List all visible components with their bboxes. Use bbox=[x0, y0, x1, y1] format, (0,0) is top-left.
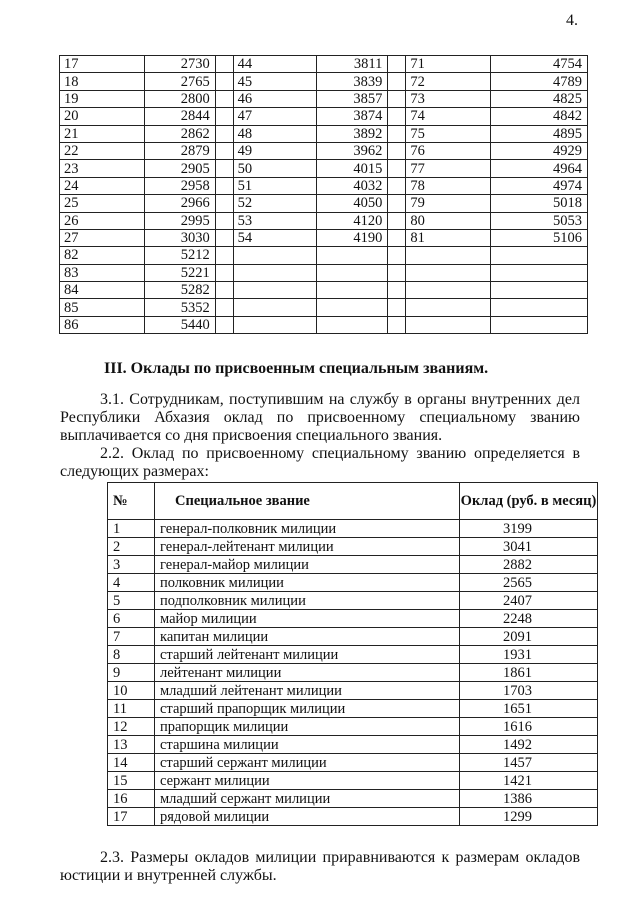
grade-row bbox=[60, 160, 588, 177]
salary-grade-table bbox=[59, 55, 588, 334]
rank-name-cell: генерал-майор милиции bbox=[155, 556, 460, 574]
rank-number-cell: 17 bbox=[108, 808, 155, 826]
grade-row bbox=[60, 299, 588, 316]
rank-row bbox=[108, 574, 598, 592]
rank-row bbox=[108, 538, 598, 556]
grade-number-cell: 54 bbox=[233, 229, 317, 246]
grade-salary-cell: 4929 bbox=[491, 142, 588, 159]
grade-salary-cell: 5440 bbox=[144, 316, 215, 333]
page-number: 4. bbox=[566, 12, 578, 29]
rank-row bbox=[108, 790, 598, 808]
spacer-cell bbox=[215, 73, 233, 90]
rank-number-cell: 2 bbox=[108, 538, 155, 556]
rank-number-cell: 13 bbox=[108, 736, 155, 754]
rank-number-cell: 9 bbox=[108, 664, 155, 682]
grade-number-cell: 45 bbox=[233, 73, 317, 90]
grade-number-cell: 24 bbox=[60, 177, 145, 194]
rank-salary-cell: 1299 bbox=[460, 808, 598, 826]
grade-salary-cell: 3962 bbox=[317, 142, 388, 159]
grade-number-cell: 44 bbox=[233, 56, 317, 73]
grade-number-cell: 80 bbox=[406, 212, 491, 229]
rank-salary-cell: 2091 bbox=[460, 628, 598, 646]
rank-number-cell: 15 bbox=[108, 772, 155, 790]
grade-salary-cell: 4842 bbox=[491, 108, 588, 125]
grade-salary-cell: 4120 bbox=[317, 212, 388, 229]
spacer-cell bbox=[215, 108, 233, 125]
rank-salary-cell: 1861 bbox=[460, 664, 598, 682]
grade-number-cell: 82 bbox=[60, 247, 145, 264]
spacer-cell bbox=[388, 56, 406, 73]
grade-row bbox=[60, 177, 588, 194]
spacer-cell bbox=[215, 212, 233, 229]
grade-number-cell: 23 bbox=[60, 160, 145, 177]
grade-salary-cell bbox=[317, 247, 388, 264]
grade-number-cell: 50 bbox=[233, 160, 317, 177]
rank-name-cell: старший лейтенант милиции bbox=[155, 646, 460, 664]
spacer-cell bbox=[388, 212, 406, 229]
grade-row bbox=[60, 264, 588, 281]
rank-row bbox=[108, 700, 598, 718]
grade-salary-cell: 2765 bbox=[144, 73, 215, 90]
rank-row bbox=[108, 556, 598, 574]
grade-row bbox=[60, 108, 588, 125]
rank-name-cell: капитан милиции bbox=[155, 628, 460, 646]
grade-number-cell bbox=[406, 299, 491, 316]
grade-number-cell: 76 bbox=[406, 142, 491, 159]
rank-row bbox=[108, 682, 598, 700]
grade-number-cell: 48 bbox=[233, 125, 317, 142]
grade-number-cell: 18 bbox=[60, 73, 145, 90]
rank-number-cell: 10 bbox=[108, 682, 155, 700]
grade-number-cell: 46 bbox=[233, 90, 317, 107]
grade-number-cell bbox=[233, 282, 317, 299]
spacer-cell bbox=[215, 56, 233, 73]
grade-number-cell: 17 bbox=[60, 56, 145, 73]
spacer-cell bbox=[388, 142, 406, 159]
grade-number-cell bbox=[233, 247, 317, 264]
spacer-cell bbox=[215, 282, 233, 299]
grade-number-cell: 72 bbox=[406, 73, 491, 90]
grade-salary-cell: 3811 bbox=[317, 56, 388, 73]
rank-name-cell: старшина милиции bbox=[155, 736, 460, 754]
grade-number-cell: 51 bbox=[233, 177, 317, 194]
spacer-cell bbox=[215, 247, 233, 264]
grade-salary-cell: 4754 bbox=[491, 56, 588, 73]
grade-salary-cell: 4895 bbox=[491, 125, 588, 142]
rank-number-cell: 4 bbox=[108, 574, 155, 592]
spacer-cell bbox=[215, 177, 233, 194]
grade-salary-cell: 5053 bbox=[491, 212, 588, 229]
rank-name-cell: генерал-полковник милиции bbox=[155, 520, 460, 538]
grade-number-cell: 49 bbox=[233, 142, 317, 159]
grade-salary-cell: 3857 bbox=[317, 90, 388, 107]
spacer-cell bbox=[388, 282, 406, 299]
spacer-cell bbox=[388, 108, 406, 125]
rank-number-cell: 16 bbox=[108, 790, 155, 808]
grade-number-cell: 22 bbox=[60, 142, 145, 159]
spacer-cell bbox=[215, 125, 233, 142]
grade-number-cell: 47 bbox=[233, 108, 317, 125]
grade-salary-cell: 2995 bbox=[144, 212, 215, 229]
paragraph-3-1: 3.1. Сотрудникам, поступившим на службу в органы внутренних дел Республики Абхазия оклад по присвоенному специальному званию выплачивается со дня присвоения специального звания. bbox=[60, 391, 580, 444]
paragraph-2-3: 2.3. Размеры окладов милиции приравниваются к размерам окладов юстиции и внутренней службы. bbox=[60, 849, 580, 884]
rank-salary-cell: 3199 bbox=[460, 520, 598, 538]
spacer-cell bbox=[388, 73, 406, 90]
grade-number-cell: 75 bbox=[406, 125, 491, 142]
rank-salary-cell: 1421 bbox=[460, 772, 598, 790]
rank-salary-table bbox=[107, 482, 598, 826]
grade-number-cell bbox=[406, 282, 491, 299]
grade-number-cell bbox=[233, 316, 317, 333]
grade-number-cell: 19 bbox=[60, 90, 145, 107]
spacer-cell bbox=[215, 160, 233, 177]
grade-salary-cell: 4032 bbox=[317, 177, 388, 194]
rank-salary-cell: 1651 bbox=[460, 700, 598, 718]
grade-row bbox=[60, 142, 588, 159]
rank-salary-cell: 1616 bbox=[460, 718, 598, 736]
rank-name-cell: подполковник милиции bbox=[155, 592, 460, 610]
grade-salary-cell: 4825 bbox=[491, 90, 588, 107]
spacer-cell bbox=[388, 229, 406, 246]
grade-salary-cell: 4050 bbox=[317, 195, 388, 212]
rank-number-cell: 3 bbox=[108, 556, 155, 574]
grade-salary-cell bbox=[491, 299, 588, 316]
spacer-cell bbox=[388, 160, 406, 177]
grade-row bbox=[60, 212, 588, 229]
spacer-cell bbox=[388, 247, 406, 264]
grade-salary-cell bbox=[317, 316, 388, 333]
grade-number-cell bbox=[406, 264, 491, 281]
spacer-cell bbox=[215, 195, 233, 212]
rank-salary-cell: 2407 bbox=[460, 592, 598, 610]
grade-number-cell bbox=[233, 264, 317, 281]
spacer-cell bbox=[388, 177, 406, 194]
rank-row bbox=[108, 772, 598, 790]
rank-salary-cell: 1457 bbox=[460, 754, 598, 772]
rank-number-cell: 5 bbox=[108, 592, 155, 610]
grade-salary-cell: 5221 bbox=[144, 264, 215, 281]
grade-salary-cell: 2905 bbox=[144, 160, 215, 177]
grade-salary-cell: 3839 bbox=[317, 73, 388, 90]
rank-salary-cell: 2882 bbox=[460, 556, 598, 574]
rank-salary-cell: 1931 bbox=[460, 646, 598, 664]
grade-row bbox=[60, 90, 588, 107]
spacer-cell bbox=[215, 316, 233, 333]
rank-name-cell: старший сержант милиции bbox=[155, 754, 460, 772]
grade-salary-cell: 3874 bbox=[317, 108, 388, 125]
grade-salary-cell bbox=[317, 264, 388, 281]
grade-number-cell: 86 bbox=[60, 316, 145, 333]
rank-name-cell: старший прапорщик милиции bbox=[155, 700, 460, 718]
grade-number-cell: 52 bbox=[233, 195, 317, 212]
spacer-cell bbox=[388, 299, 406, 316]
grade-salary-cell bbox=[491, 316, 588, 333]
paragraph-2-2: 2.2. Оклад по присвоенному специальному званию определяется в следующих размерах: bbox=[60, 445, 580, 480]
grade-number-cell: 27 bbox=[60, 229, 145, 246]
spacer-cell bbox=[215, 229, 233, 246]
rank-row bbox=[108, 520, 598, 538]
spacer-cell bbox=[215, 90, 233, 107]
header-number: № bbox=[108, 483, 155, 520]
grade-salary-cell: 4190 bbox=[317, 229, 388, 246]
grade-number-cell: 83 bbox=[60, 264, 145, 281]
spacer-cell bbox=[215, 299, 233, 316]
rank-number-cell: 6 bbox=[108, 610, 155, 628]
rank-salary-cell: 1703 bbox=[460, 682, 598, 700]
grade-salary-cell bbox=[491, 247, 588, 264]
grade-number-cell: 78 bbox=[406, 177, 491, 194]
grade-row bbox=[60, 316, 588, 333]
spacer-cell bbox=[215, 264, 233, 281]
grade-salary-cell: 3892 bbox=[317, 125, 388, 142]
rank-row bbox=[108, 628, 598, 646]
grade-row bbox=[60, 195, 588, 212]
grade-salary-cell: 2879 bbox=[144, 142, 215, 159]
rank-salary-cell: 3041 bbox=[460, 538, 598, 556]
rank-salary-cell: 2565 bbox=[460, 574, 598, 592]
grade-number-cell: 79 bbox=[406, 195, 491, 212]
grade-number-cell: 71 bbox=[406, 56, 491, 73]
grade-number-cell: 26 bbox=[60, 212, 145, 229]
grade-salary-cell bbox=[491, 282, 588, 299]
rank-row bbox=[108, 718, 598, 736]
grade-number-cell: 81 bbox=[406, 229, 491, 246]
grade-number-cell: 74 bbox=[406, 108, 491, 125]
grade-row bbox=[60, 247, 588, 264]
grade-number-cell: 84 bbox=[60, 282, 145, 299]
grade-salary-cell: 4974 bbox=[491, 177, 588, 194]
section-heading: III. Оклады по присвоенным специальным званиям. bbox=[104, 360, 489, 377]
grade-salary-cell bbox=[491, 264, 588, 281]
rank-row bbox=[108, 664, 598, 682]
grade-number-cell: 21 bbox=[60, 125, 145, 142]
rank-number-cell: 8 bbox=[108, 646, 155, 664]
grade-number-cell bbox=[233, 299, 317, 316]
grade-row bbox=[60, 73, 588, 90]
grade-salary-cell bbox=[317, 282, 388, 299]
grade-salary-cell: 2730 bbox=[144, 56, 215, 73]
spacer-cell bbox=[388, 316, 406, 333]
rank-salary-cell: 1492 bbox=[460, 736, 598, 754]
grade-salary-cell: 5282 bbox=[144, 282, 215, 299]
rank-name-cell: сержант милиции bbox=[155, 772, 460, 790]
grade-salary-cell bbox=[317, 299, 388, 316]
rank-row bbox=[108, 808, 598, 826]
grade-row bbox=[60, 56, 588, 73]
rank-number-cell: 7 bbox=[108, 628, 155, 646]
rank-name-cell: майор милиции bbox=[155, 610, 460, 628]
grade-salary-cell: 4015 bbox=[317, 160, 388, 177]
rank-name-cell: младший сержант милиции bbox=[155, 790, 460, 808]
rank-name-cell: полковник милиции bbox=[155, 574, 460, 592]
grade-number-cell: 77 bbox=[406, 160, 491, 177]
rank-name-cell: прапорщик милиции bbox=[155, 718, 460, 736]
grade-number-cell bbox=[406, 247, 491, 264]
rank-row bbox=[108, 736, 598, 754]
grade-salary-cell: 5352 bbox=[144, 299, 215, 316]
grade-salary-cell: 5212 bbox=[144, 247, 215, 264]
rank-row bbox=[108, 610, 598, 628]
grade-salary-cell: 2844 bbox=[144, 108, 215, 125]
grade-number-cell: 73 bbox=[406, 90, 491, 107]
grade-salary-cell: 2800 bbox=[144, 90, 215, 107]
spacer-cell bbox=[388, 195, 406, 212]
grade-row bbox=[60, 229, 588, 246]
spacer-cell bbox=[215, 142, 233, 159]
grade-salary-cell: 3030 bbox=[144, 229, 215, 246]
grade-number-cell bbox=[406, 316, 491, 333]
grade-row bbox=[60, 282, 588, 299]
rank-salary-cell: 2248 bbox=[460, 610, 598, 628]
rank-number-cell: 11 bbox=[108, 700, 155, 718]
header-salary: Оклад (руб. в месяц) bbox=[460, 483, 598, 520]
grade-salary-cell: 2966 bbox=[144, 195, 215, 212]
rank-number-cell: 14 bbox=[108, 754, 155, 772]
grade-salary-cell: 4789 bbox=[491, 73, 588, 90]
spacer-cell bbox=[388, 264, 406, 281]
rank-row bbox=[108, 754, 598, 772]
rank-salary-cell: 1386 bbox=[460, 790, 598, 808]
rank-number-cell: 1 bbox=[108, 520, 155, 538]
rank-table-header-row bbox=[108, 483, 598, 520]
grade-salary-cell: 2958 bbox=[144, 177, 215, 194]
grade-number-cell: 53 bbox=[233, 212, 317, 229]
grade-row bbox=[60, 125, 588, 142]
spacer-cell bbox=[388, 90, 406, 107]
header-rank: Специальное звание bbox=[155, 483, 460, 520]
spacer-cell bbox=[388, 125, 406, 142]
rank-name-cell: младший лейтенант милиции bbox=[155, 682, 460, 700]
rank-number-cell: 12 bbox=[108, 718, 155, 736]
rank-name-cell: лейтенант милиции bbox=[155, 664, 460, 682]
grade-number-cell: 85 bbox=[60, 299, 145, 316]
rank-name-cell: генерал-лейтенант милиции bbox=[155, 538, 460, 556]
rank-name-cell: рядовой милиции bbox=[155, 808, 460, 826]
grade-salary-cell: 2862 bbox=[144, 125, 215, 142]
grade-salary-cell: 4964 bbox=[491, 160, 588, 177]
rank-row bbox=[108, 646, 598, 664]
grade-number-cell: 20 bbox=[60, 108, 145, 125]
grade-salary-cell: 5106 bbox=[491, 229, 588, 246]
rank-row bbox=[108, 592, 598, 610]
grade-salary-cell: 5018 bbox=[491, 195, 588, 212]
grade-number-cell: 25 bbox=[60, 195, 145, 212]
